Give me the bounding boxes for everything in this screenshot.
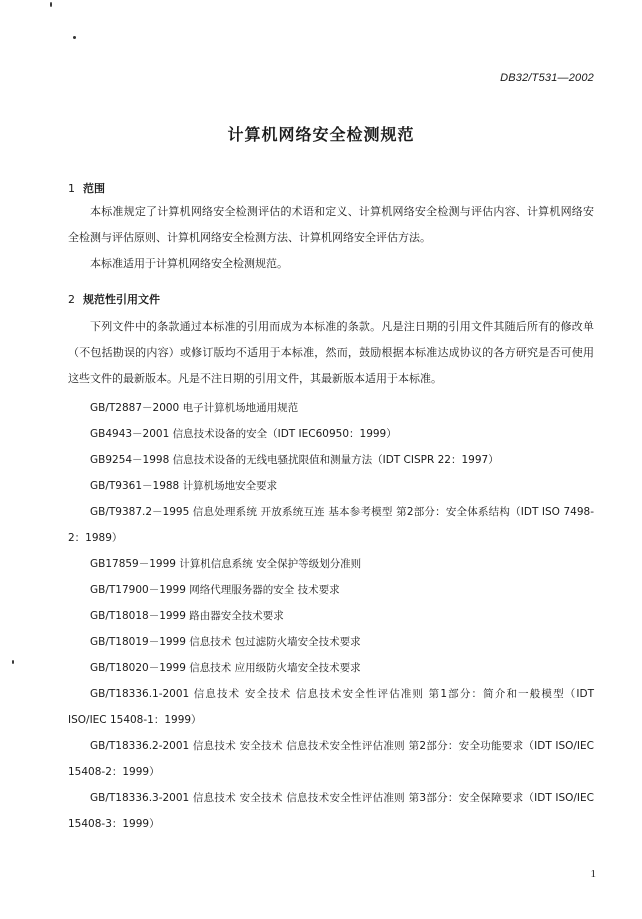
section-1-paragraph-2: 本标准适用于计算机网络安全检测规范。 xyxy=(90,257,288,270)
reference-item: GB/T9387.2－1995 信息处理系统 开放系统互连 基本参考模型 第2部分：安全体系结构（IDT ISO 7498-2：1989） xyxy=(68,506,594,544)
reference-item: GB17859－1999 计算机信息系统 安全保护等级划分准则 xyxy=(90,558,362,570)
scan-speck xyxy=(73,36,76,39)
reference-item: GB/T18336.3-2001 信息技术 安全技术 信息技术安全性评估准则 第3部分：安全保障要求（IDT ISO/IEC 15408-3：1999） xyxy=(68,792,594,830)
section-2-heading xyxy=(68,291,160,307)
reference-item: GB/T18020－1999 信息技术 应用级防火墙安全技术要求 xyxy=(90,662,361,674)
reference-item: GB/T18336.2-2001 信息技术 安全技术 信息技术安全性评估准则 第2部分：安全功能要求（IDT ISO/IEC 15408-2：1999） xyxy=(68,740,594,778)
reference-item: GB4943－2001 信息技术设备的安全（IDT IEC60950：1999） xyxy=(90,428,397,440)
section-1-number: 1 xyxy=(68,182,75,195)
reference-item: GB/T18019－1999 信息技术 包过滤防火墙安全技术要求 xyxy=(90,636,361,648)
section-2-number: 2 xyxy=(68,293,75,306)
reference-item: GB/T17900－1999 网络代理服务器的安全 技术要求 xyxy=(90,584,340,596)
page-number: 1 xyxy=(590,868,596,880)
scan-speck xyxy=(50,2,52,7)
page-title: 计算机网络安全检测规范 xyxy=(227,125,415,144)
section-1-paragraph-1: 本标准规定了计算机网络安全检测评估的术语和定义、计算机网络安全检测与评估内容、计算机网络安全检测与评估原则、计算机网络安全检测方法、计算机网络安全评估方法。 xyxy=(68,205,594,244)
reference-item: GB9254－1998 信息技术设备的无线电骚扰限值和测量方法（IDT CISPR 22：1997） xyxy=(90,454,499,466)
section-2-paragraph: 下列文件中的条款通过本标准的引用而成为本标准的条款。凡是注日期的引用文件其随后所有的修改单（不包括勘误的内容）或修订版均不适用于本标准，然而，鼓励根据本标准达成协议的各方研究是否可使用这些文件的最新版本。凡是不注日期的引用文件，其最新版本适用于本标准。 xyxy=(68,320,594,385)
section-1-title: 范围 xyxy=(83,182,105,195)
document-number: DB32/T531—2002 xyxy=(500,72,594,84)
section-2-title: 规范性引用文件 xyxy=(83,293,160,306)
reference-item: GB/T9361－1988 计算机场地安全要求 xyxy=(90,480,278,492)
reference-item: GB/T18018－1999 路由器安全技术要求 xyxy=(90,610,284,622)
reference-item: GB/T18336.1-2001 信息技术 安全技术 信息技术安全性评估准则 第1部分：简介和一般模型（IDT ISO/IEC 15408-1：1999） xyxy=(68,688,594,726)
scan-speck xyxy=(12,660,14,664)
section-1-heading xyxy=(68,180,105,196)
reference-item: GB/T2887－2000 电子计算机场地通用规范 xyxy=(90,402,299,414)
